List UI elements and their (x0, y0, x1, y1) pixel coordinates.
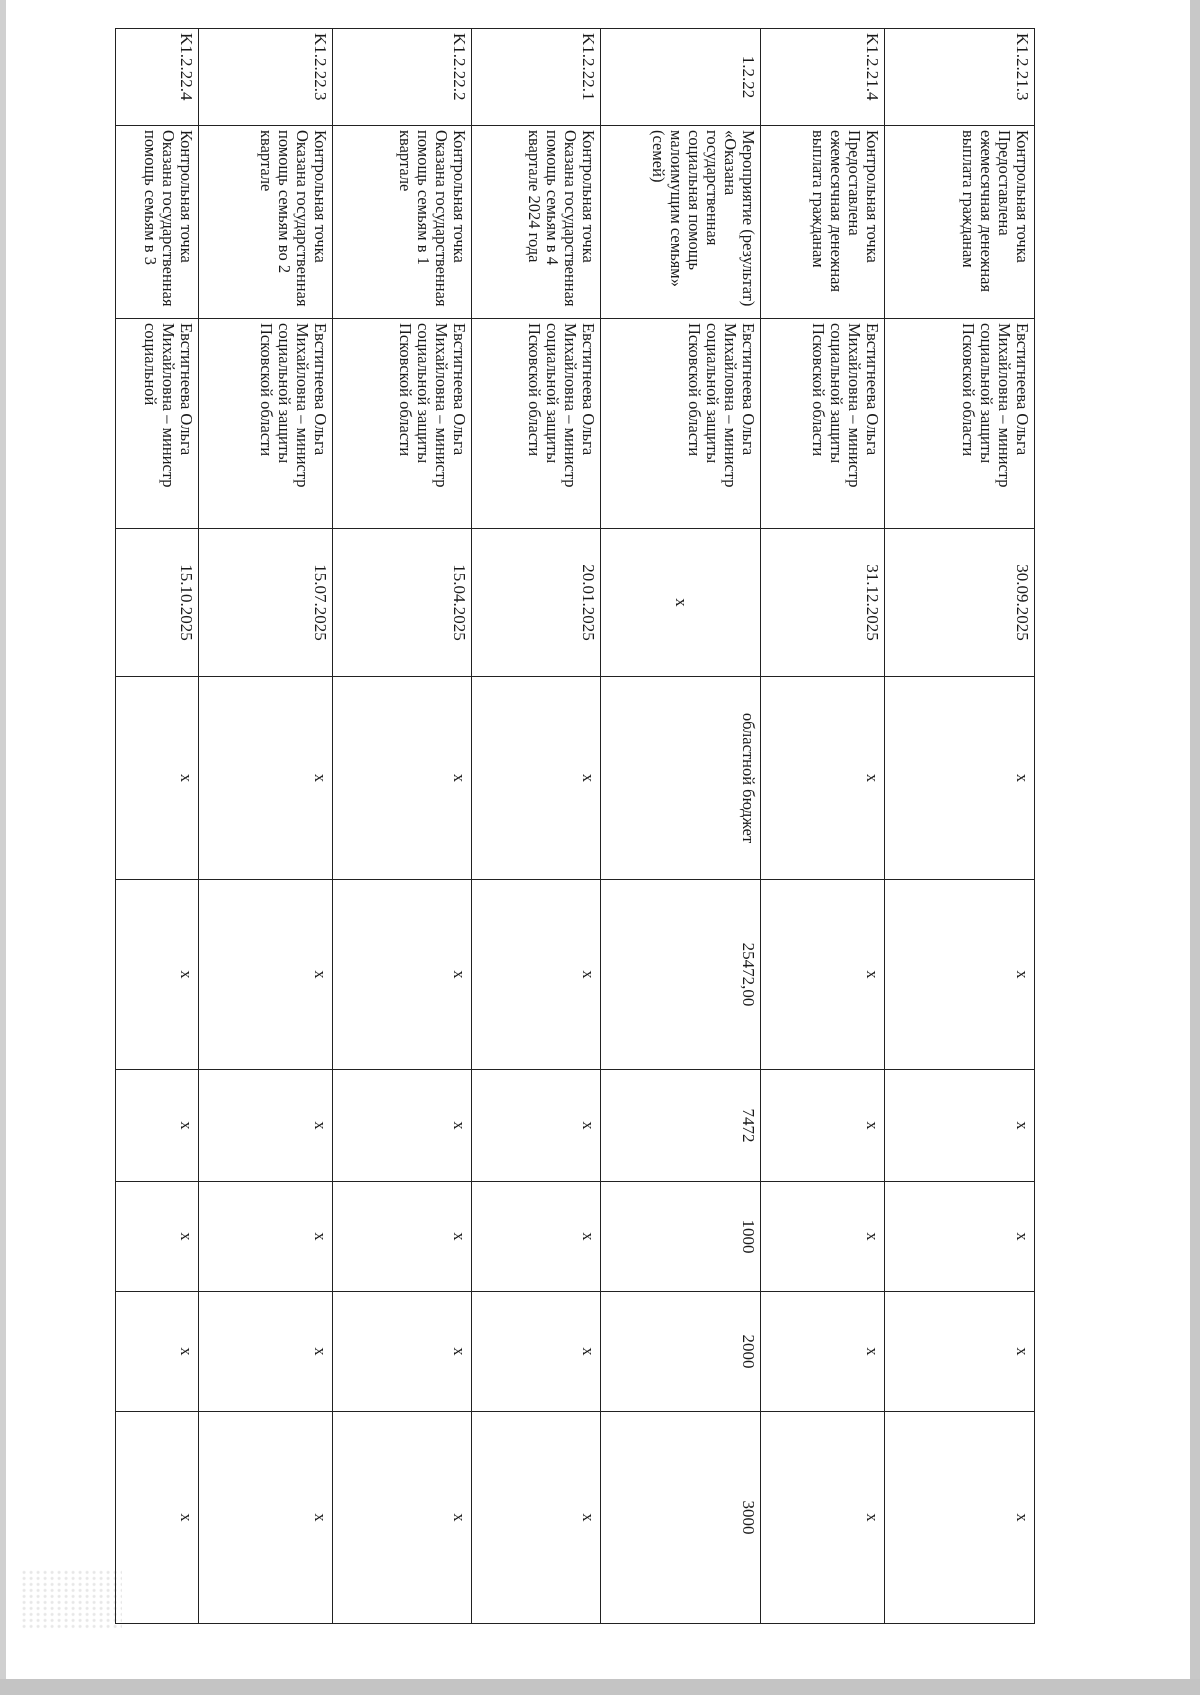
row-sum: x (472, 880, 601, 1070)
row-value-1: x (472, 1070, 601, 1182)
table-row (761, 29, 885, 1624)
row-value-2: x (472, 1182, 601, 1292)
row-sum: x (332, 880, 471, 1070)
row-sum: x (885, 880, 1035, 1070)
row-date: 15.10.2025 (116, 529, 199, 677)
row-source: x (198, 677, 332, 880)
row-name: Контрольная точка Предоставлена ежемесячная денежная выплата гражданам (761, 126, 885, 319)
row-code: 1.2.22 (601, 29, 761, 126)
row-value-3: x (332, 1292, 471, 1412)
row-value-4: x (198, 1412, 332, 1624)
row-value-1: 7472 (601, 1070, 761, 1182)
row-code: K1.2.22.2 (332, 29, 471, 126)
row-value-1: x (885, 1070, 1035, 1182)
row-value-2: x (198, 1182, 332, 1292)
row-code: K1.2.21.3 (885, 29, 1035, 126)
row-value-3: x (198, 1292, 332, 1412)
row-responsible: Евстигнеева Ольга Михайловна – министр социальной защиты Псковской области (472, 319, 601, 529)
row-value-2: x (885, 1182, 1035, 1292)
table-row (198, 29, 332, 1624)
row-name: Контрольная точка Оказана государственная помощь семьям во 2 квартале (198, 126, 332, 319)
row-name: Контрольная точка Предоставлена ежемесячная денежная выплата гражданам (885, 126, 1035, 319)
row-value-2: x (761, 1182, 885, 1292)
row-source: x (761, 677, 885, 880)
row-value-1: x (198, 1070, 332, 1182)
row-value-4: x (885, 1412, 1035, 1624)
table-row (601, 29, 761, 1624)
scan-edge-right (1190, 0, 1200, 1695)
row-date: 30.09.2025 (885, 529, 1035, 677)
row-code: K1.2.22.1 (472, 29, 601, 126)
scan-edge-left (0, 0, 6, 1695)
row-name: Контрольная точка Оказана государственная помощь семьям в 1 квартале (332, 126, 471, 319)
scan-edge-bottom (0, 1679, 1200, 1695)
table-row (472, 29, 601, 1624)
row-date: 15.04.2025 (332, 529, 471, 677)
row-date: x (601, 529, 761, 677)
row-source: x (885, 677, 1035, 880)
row-value-2: x (116, 1182, 199, 1292)
row-value-3: 2000 (601, 1292, 761, 1412)
row-responsible: Евстигнеева Ольга Михайловна – министр социальной защиты Псковской области (885, 319, 1035, 529)
row-value-4: x (116, 1412, 199, 1624)
row-value-4: x (761, 1412, 885, 1624)
table-row (332, 29, 471, 1624)
row-responsible: Евстигнеева Ольга Михайловна – министр социальной защиты Псковской области (761, 319, 885, 529)
row-value-2: 1000 (601, 1182, 761, 1292)
row-date: 15.07.2025 (198, 529, 332, 677)
table-row (116, 29, 199, 1624)
row-sum: 25472,00 (601, 880, 761, 1070)
row-source: x (116, 677, 199, 880)
row-date: 31.12.2025 (761, 529, 885, 677)
row-sum: x (198, 880, 332, 1070)
row-source: областной бюджет (601, 677, 761, 880)
row-responsible: Евстигнеева Ольга Михайловна – министр социальной защиты Псковской области (332, 319, 471, 529)
row-name: Контрольная точка Оказана государственная помощь семьям в 4 квартале 2024 года (472, 126, 601, 319)
row-value-1: x (116, 1070, 199, 1182)
row-code: K1.2.22.4 (116, 29, 199, 126)
table-row (885, 29, 1035, 1624)
row-responsible: Евстигнеева Ольга Михайловна – министр социальной защиты Псковской области (198, 319, 332, 529)
row-value-3: x (885, 1292, 1035, 1412)
plan-table (115, 28, 1035, 1624)
row-value-4: x (472, 1412, 601, 1624)
row-name: Мероприятие (результат) «Оказана государственная социальная помощь малоимущим семьям» (семей) (601, 126, 761, 319)
scan-noise (22, 1570, 122, 1630)
row-value-4: 3000 (601, 1412, 761, 1624)
row-date: 20.01.2025 (472, 529, 601, 677)
row-sum: x (116, 880, 199, 1070)
row-value-3: x (472, 1292, 601, 1412)
row-value-2: x (332, 1182, 471, 1292)
row-source: x (472, 677, 601, 880)
row-code: K1.2.22.3 (198, 29, 332, 126)
row-value-1: x (761, 1070, 885, 1182)
row-responsible: Евстигнеева Ольга Михайловна – министр социальной (116, 319, 199, 529)
row-value-4: x (332, 1412, 471, 1624)
row-source: x (332, 677, 471, 880)
row-code: K1.2.21.4 (761, 29, 885, 126)
row-value-1: x (332, 1070, 471, 1182)
rotated-table-wrapper (115, 28, 1035, 1623)
row-value-3: x (761, 1292, 885, 1412)
row-value-3: x (116, 1292, 199, 1412)
row-responsible: Евстигнеева Ольга Михайловна – министр социальной защиты Псковской области (601, 319, 761, 529)
row-name: Контрольная точка Оказана государственная помощь семьям в 3 (116, 126, 199, 319)
row-sum: x (761, 880, 885, 1070)
